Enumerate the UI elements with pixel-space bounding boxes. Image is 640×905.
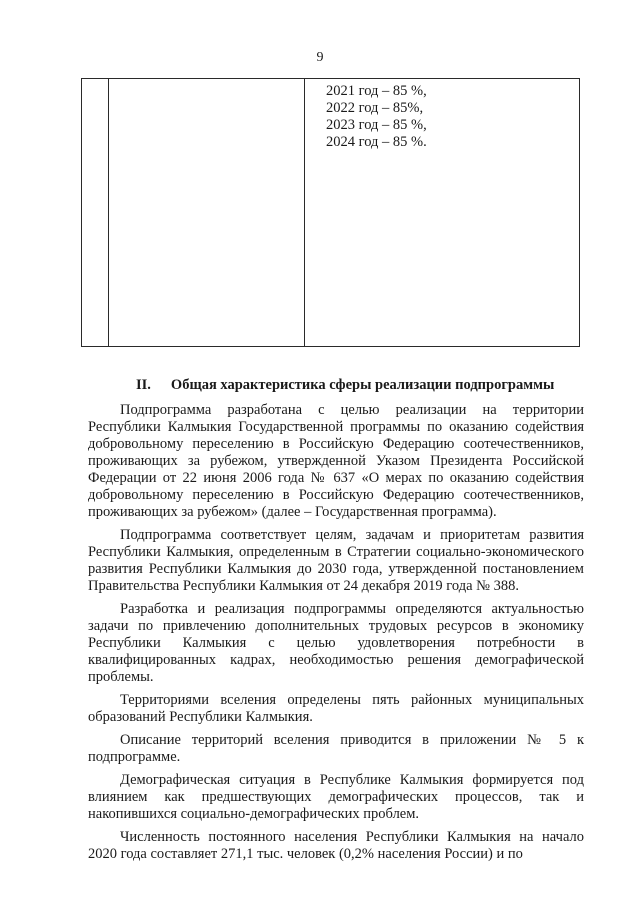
paragraph: Территориями вселения определены пять районных муниципальных образований Республики Калмыкия.	[88, 692, 584, 725]
section-title: Общая характеристика сферы реализации подпрограммы	[170, 377, 555, 393]
table-value-line: 2022 год – 85%,	[326, 100, 424, 116]
page-number: 9	[316, 50, 324, 65]
table-value-line: 2021 год – 85 %,	[326, 83, 427, 99]
section-heading	[136, 377, 554, 394]
table-column-divider	[304, 79, 305, 346]
paragraph: Подпрограмма разработана с целью реализации на территории Республики Калмыкия Государственной программы по оказанию содействия добровольному переселению в Российскую Федерацию соотечественников, проживающих за рубежом, утвержденной Указом Президента Российской Федерации от 22 июня 2006 года № 637 «О мерах по оказанию содействия добровольному переселению в Российскую Федерацию соотечественников, проживающих за рубежом» (далее – Государственная программа).	[88, 402, 584, 520]
table-values-cell	[326, 83, 427, 151]
paragraph: Численность постоянного населения Республики Калмыкия на начало 2020 года составляет 271,1 тыс. человек (0,2% населения России) и по	[88, 829, 584, 862]
body-text	[88, 402, 584, 863]
table-fragment	[81, 78, 580, 347]
paragraph: Демографическая ситуация в Республике Калмыкия формируется под влиянием как предшествующих демографических процессов, так и накопившихся социально-демографических проблем.	[88, 772, 584, 822]
section-number: II.	[136, 377, 151, 393]
paragraph: Описание территорий вселения приводится в приложении № 5 к подпрограмме.	[88, 732, 584, 765]
table-value-line: 2024 год – 85 %.	[326, 134, 427, 150]
table-column-divider	[108, 79, 109, 346]
paragraph: Подпрограмма соответствует целям, задачам и приоритетам развития Республики Калмыкия, определенным в Стратегии социально-экономического развития Республики Калмыкия до 2030 года, утвержденной постановлением Правительства Республики Калмыкия от 24 декабря 2019 года № 388.	[88, 527, 584, 594]
paragraph: Разработка и реализация подпрограммы определяются актуальностью задачи по привлечению дополнительных трудовых ресурсов в экономику Республики Калмыкия с целью удовлетворения потребности в квалифицированных кадрах, необходимостью решения демографической проблемы.	[88, 601, 584, 685]
table-value-line: 2023 год – 85 %,	[326, 117, 427, 133]
